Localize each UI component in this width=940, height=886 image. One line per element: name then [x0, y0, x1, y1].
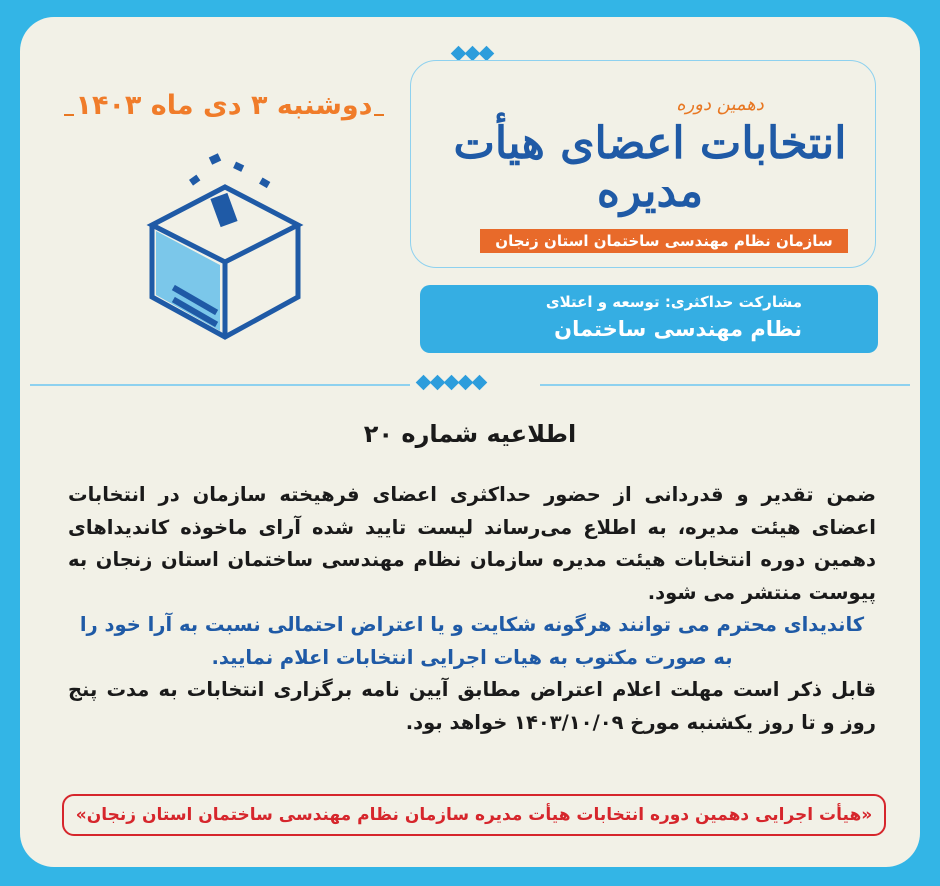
- announcement-body: [68, 479, 876, 739]
- paragraph-objections: کاندیدای محترم می توانند هرگونه شکایت و یا اعتراض احتمالی نسبت به آرا خود را به صورت مکتوب به هیات اجرایی انتخابات اعلام نمایید.: [79, 613, 865, 669]
- slogan-line-2: نظام مهندسی ساختمان: [554, 317, 802, 341]
- slogan-line-1: مشارکت حداکثری: توسعه و اعتلای: [545, 293, 802, 311]
- main-title: انتخابات اعضای هیأت مدیره: [453, 118, 847, 218]
- diamond-ornament-top: [453, 48, 492, 59]
- paragraph-thanks: ضمن تقدیر و قدردانی از حضور حداکثری اعضای فرهیخته سازمان در انتخابات اعضای هیئت مدیره، به اطلاع می‌رساند لیست تایید شده آرای ماخوذه کاندیداهای دهمین دوره انتخابات هیئت مدیره سازمان نظام مهندسی ساختمان استان زنجان به پیوست منتشر می شود.: [68, 483, 876, 604]
- diamond-ornament-middle: [418, 377, 485, 388]
- slogan-banner: [420, 285, 878, 353]
- organization-bar: سازمان نظام مهندسی ساختمان استان زنجان: [480, 229, 848, 253]
- signature-footer: «هیأت اجرایی دهمین دوره انتخابات هیأت مدیره سازمان نظام مهندسی ساختمان استان زنجان»: [62, 794, 886, 836]
- announcement-heading: اطلاعیه شماره ۲۰: [363, 420, 577, 448]
- date-banner: [64, 87, 384, 125]
- paragraph-deadline: قابل ذکر است مهلت اعلام اعتراض مطابق آیین نامه برگزاری انتخابات به مدت پنج روز و تا روز یکشنبه مورخ ۱۴۰۳/۱۰/۰۹ خواهد بود.: [68, 678, 876, 734]
- ballot-box-icon: [130, 147, 320, 347]
- election-date: دوشنبه ۳ دی ماه ۱۴۰۳: [75, 90, 373, 121]
- announcement-card: [20, 17, 920, 867]
- edition-label: دهمین دوره: [676, 94, 764, 115]
- divider-right: [540, 384, 910, 386]
- divider-left: [30, 384, 410, 386]
